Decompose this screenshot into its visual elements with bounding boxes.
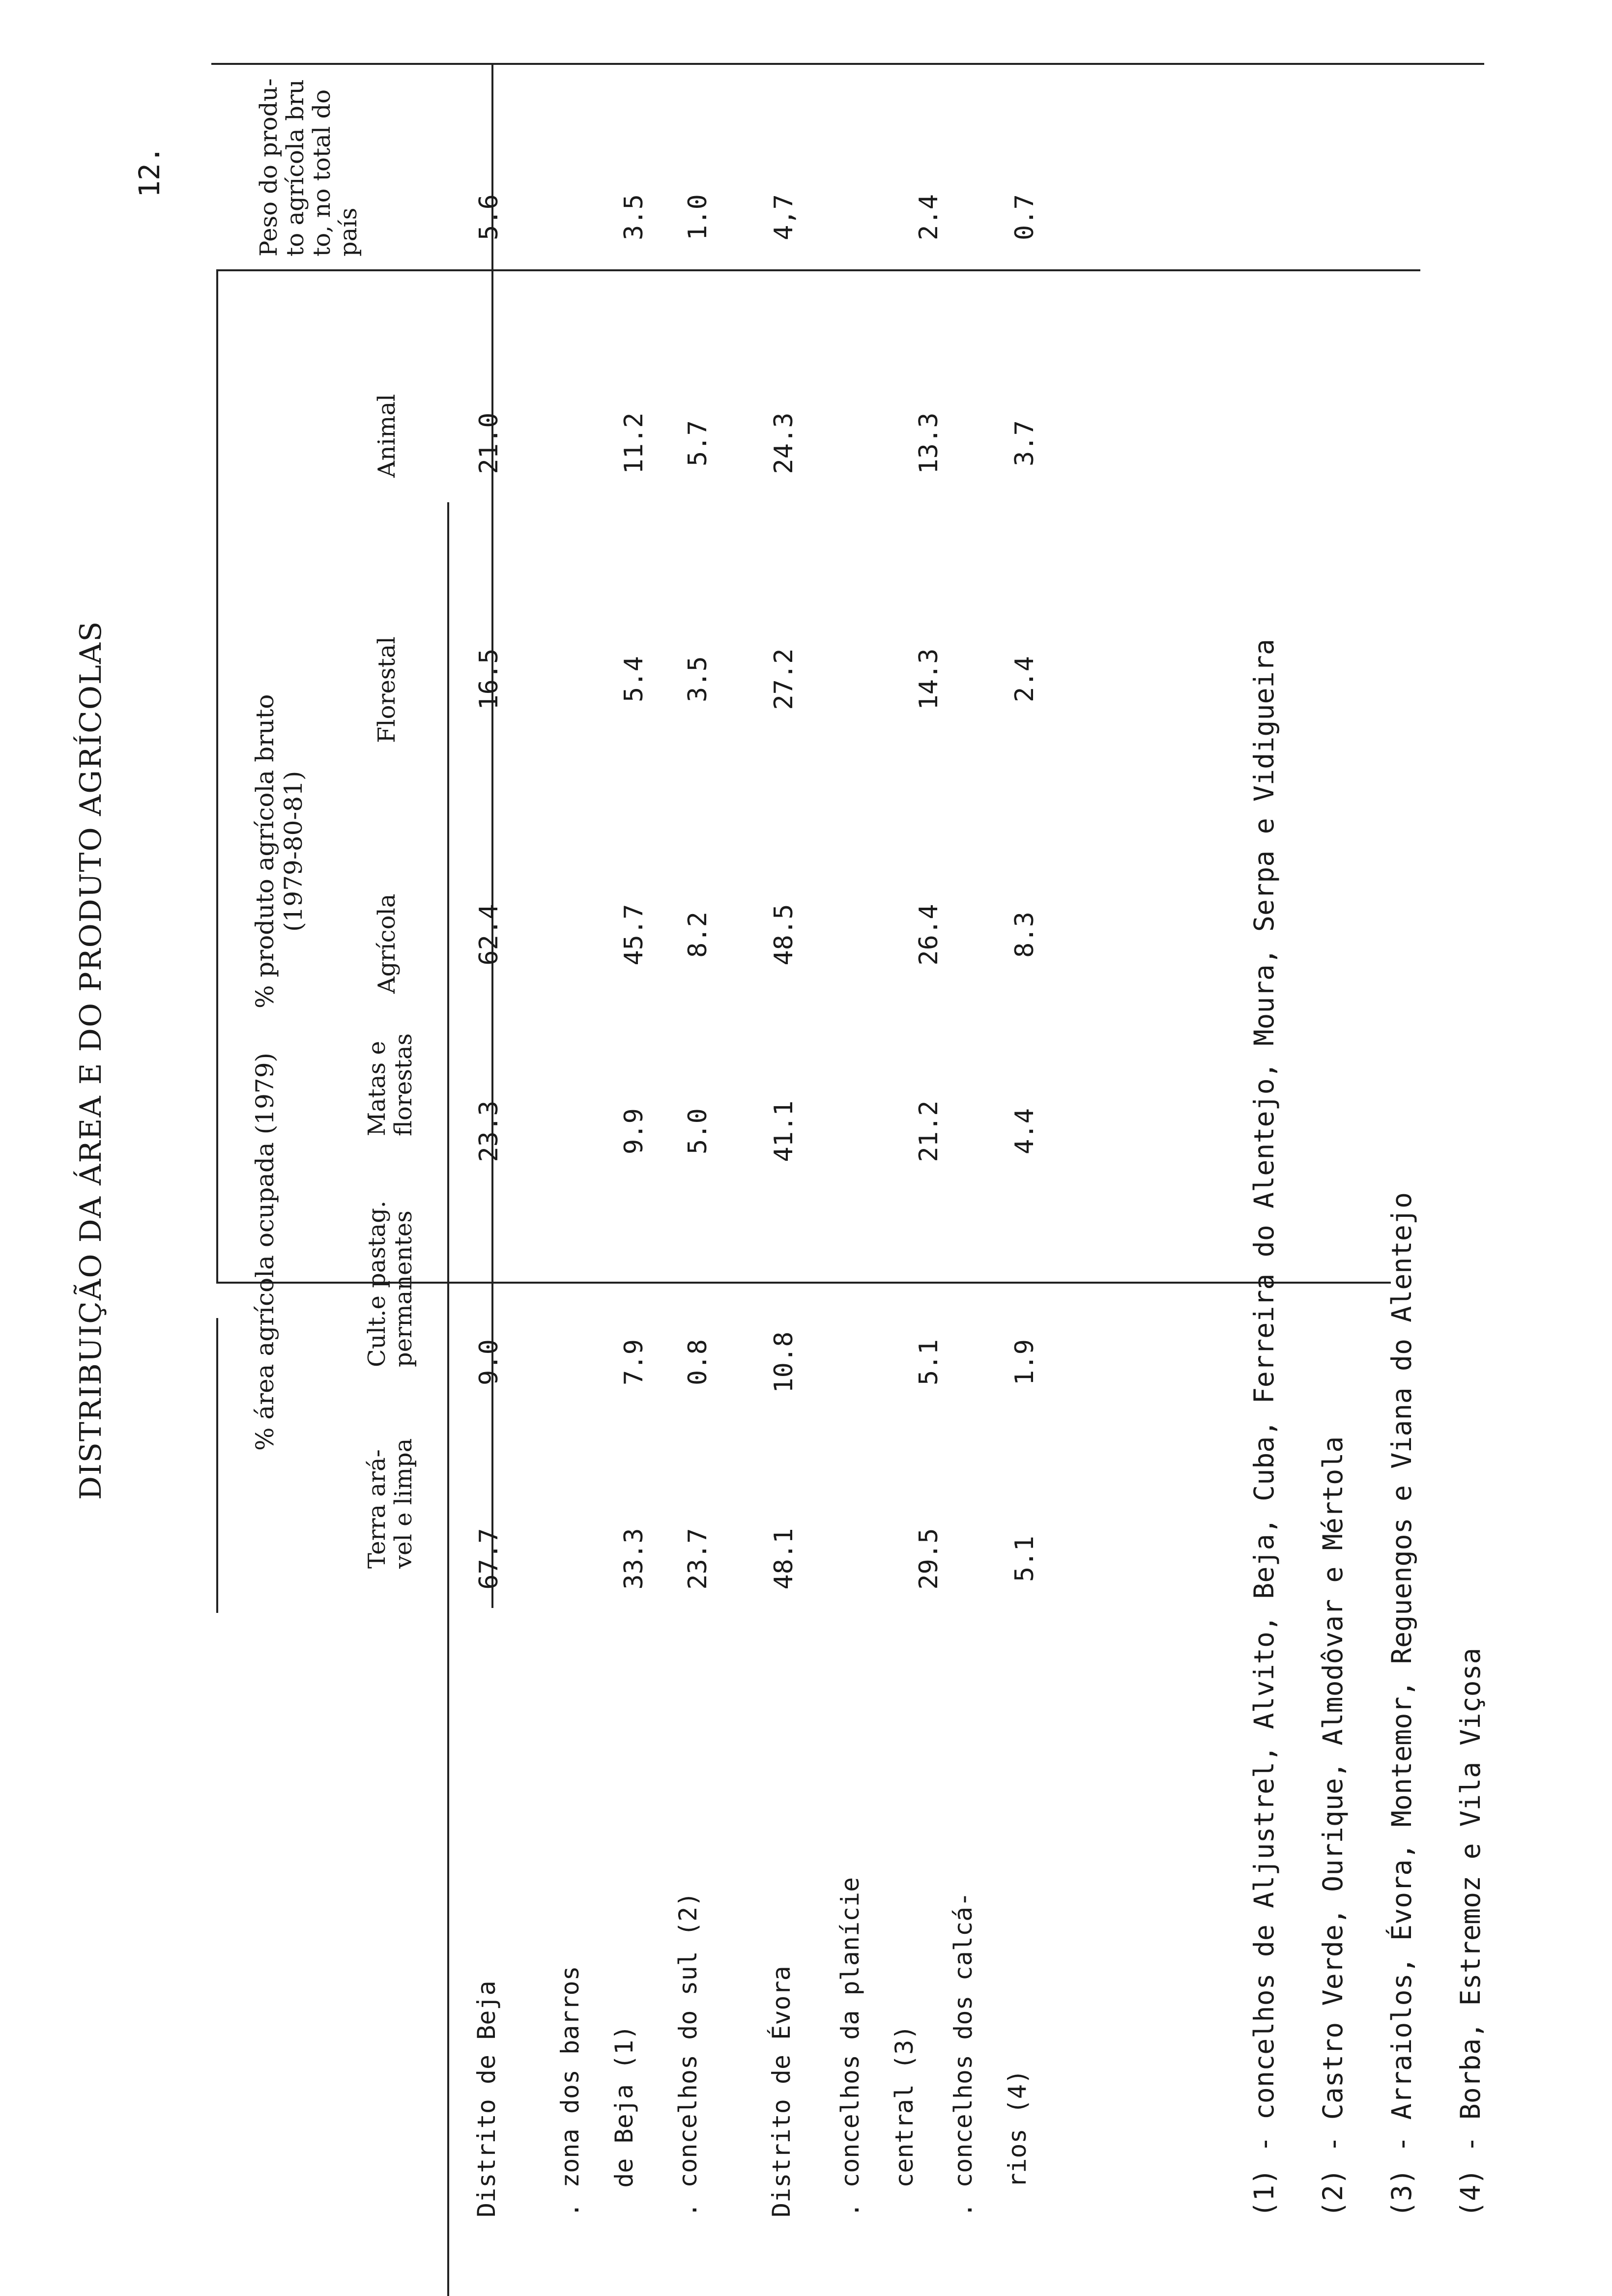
- page-number: 12.: [133, 146, 166, 198]
- cell-florestal: 3.5: [683, 656, 713, 702]
- row-label-distrito-beja: Distrito de Beja: [472, 1980, 501, 2217]
- product-group-header: % produto agrícola bruto (1979-80-81): [251, 694, 308, 1008]
- cell-animal: 11.2: [619, 412, 649, 474]
- cell-terra-aravel: 48.1: [769, 1528, 799, 1590]
- cell-matas-florestas: 21.2: [914, 1100, 944, 1162]
- weight-header: Peso do produ- to agrícola bru to, no total do país: [255, 78, 362, 257]
- header-cultivos-pastagens: Cult.e pastag. permanentes: [363, 1200, 417, 1367]
- header-matas-florestas: Matas e florestas: [363, 1033, 417, 1136]
- row-label-concelhos-sul: . concelhos do sul (2): [674, 1892, 702, 2217]
- cell-cult-pastag: 7.9: [619, 1339, 649, 1385]
- footnote-2: (2) - Castro Verde, Ourique, Almodôvar e Mértola: [1317, 1436, 1349, 2217]
- cell-agricola: 8.2: [683, 912, 713, 958]
- cell-florestal: 5.4: [619, 656, 649, 702]
- cell-florestal: 16.5: [474, 648, 504, 710]
- area-group-header: % área agrícola ocupada (1979): [251, 1052, 279, 1451]
- cell-peso-produto: 3.5: [619, 194, 649, 240]
- product-weight-divider: [216, 269, 1420, 271]
- cell-florestal: 27.2: [769, 648, 799, 710]
- cell-cult-pastag: 1.9: [1010, 1339, 1039, 1385]
- cell-agricola: 62.4: [474, 904, 504, 966]
- header-agricola: Agrícola: [373, 893, 401, 994]
- cell-animal: 24.3: [769, 412, 799, 474]
- row-label-distrito-evora: Distrito de Évora: [767, 1966, 796, 2217]
- cell-peso-produto: 2.4: [914, 194, 944, 240]
- product-header-rule: [216, 271, 218, 1284]
- cell-terra-aravel: 29.5: [914, 1528, 944, 1590]
- table-right-border: [211, 63, 1484, 65]
- cell-matas-florestas: 4.4: [1010, 1108, 1039, 1154]
- cell-florestal: 14.3: [914, 648, 944, 710]
- cell-matas-florestas: 5.0: [683, 1108, 713, 1154]
- header-animal: Animal: [373, 394, 401, 478]
- footnote-4: (4) - Borba, Estremoz e Vila Viçosa: [1455, 1648, 1486, 2217]
- cell-animal: 21.0: [474, 412, 504, 474]
- cell-peso-produto: 5.6: [474, 194, 504, 240]
- cell-animal: 3.7: [1010, 420, 1039, 466]
- page-title: DISTRIBUIÇÃO DA ÁREA E DO PRODUTO AGRÍCOLAS: [74, 620, 108, 1500]
- cell-matas-florestas: 23.3: [474, 1100, 504, 1162]
- cell-agricola: 45.7: [619, 904, 649, 966]
- cell-terra-aravel: 23.7: [683, 1528, 713, 1590]
- row-label-rule: [447, 502, 449, 2296]
- cell-cult-pastag: 5.1: [914, 1339, 944, 1385]
- footnote-3: (3) - Arraiolos, Évora, Montemor, Reguengos e Viana do Alentejo: [1386, 1192, 1417, 2217]
- cell-agricola: 8.3: [1010, 912, 1039, 958]
- footnote-1: (1) - concelhos de Aljustrel, Alvito, Beja, Cuba, Ferreira do Alentejo, Moura, Serpa e Vidigueira: [1248, 639, 1280, 2217]
- header-florestal: Florestal: [373, 636, 401, 743]
- cell-matas-florestas: 9.9: [619, 1108, 649, 1154]
- row-label-planicie-central: . concelhos da planície central (3): [836, 1877, 919, 2217]
- cell-terra-aravel: 67.7: [474, 1528, 504, 1590]
- row-label-zona-barros: . zona dos barros de Beja (1): [556, 1966, 638, 2217]
- cell-cult-pastag: 10.8: [769, 1331, 799, 1393]
- cell-animal: 5.7: [683, 420, 713, 466]
- cell-agricola: 48.5: [769, 904, 799, 966]
- area-header-top-rule: [216, 1318, 218, 1613]
- cell-peso-produto: 1.0: [683, 194, 713, 240]
- cell-peso-produto: 4,7: [769, 194, 799, 240]
- cell-florestal: 2.4: [1010, 656, 1039, 702]
- cell-terra-aravel: 33.3: [619, 1528, 649, 1590]
- cell-cult-pastag: 9.0: [474, 1339, 504, 1385]
- cell-peso-produto: 0.7: [1010, 194, 1039, 240]
- cell-cult-pastag: 0.8: [683, 1339, 713, 1385]
- row-label-calcarios: . concelhos dos calcá- rios (4): [949, 1892, 1032, 2217]
- cell-agricola: 26.4: [914, 904, 944, 966]
- header-terra-aravel: Terra ará- vel e limpa: [363, 1438, 417, 1569]
- cell-terra-aravel: 5.1: [1010, 1536, 1039, 1582]
- cell-animal: 13.3: [914, 412, 944, 474]
- cell-matas-florestas: 41.1: [769, 1100, 799, 1162]
